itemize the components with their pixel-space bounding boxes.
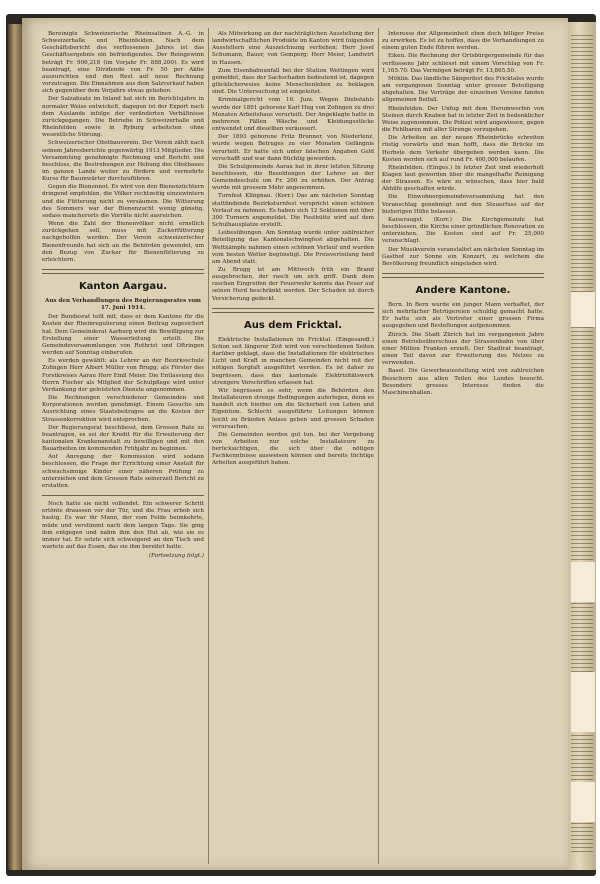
article-paragraph: Elektrische Installationen im Fricktal. (Eingesandt.) Schon seit längerer Zeit wird von verschiedenen Seiten darüber geklagt, dass die Installationen für elektrisches Licht und Kraft in manchen Gemeinden nicht mit der nötigen Sorgfalt ausgeführt werden. Es ist daher zu begrüssen, dass das kantonale Elektrizitätswerk strengere Vorschriften erlassen hat. <box>212 336 374 386</box>
article-paragraph: Es werden gewählt: als Lehrer an der Bezirksschule Zofingen Herr Albert Müller von Brugg; als Förster des Forstkreises Aarau Herr Emil Meier. Die Entlassung des Herrn Fischer als Mitglied der Schulpflege wird unter Verdankung der geleisteten Dienste angenommen. <box>42 358 204 393</box>
article-paragraph: Kaiseraugst. (Korr.) Die Kirchgemeinde hat beschlossen, die Kirche einer gründlichen Renovation zu unterziehen. Die Kosten sind auf Fr. 25,000 veranschlagt. <box>382 216 544 245</box>
article-paragraph: Interesse der Allgemeinheit eben doch billiger Preise zu erwirken. Es ist zu hoffen, dass die Verhandlungen zu einem guten Ende führen werden. <box>382 31 544 52</box>
book-spine <box>8 24 22 870</box>
article-paragraph: Basel. Die Gewerbeausstellung wird von zahlreichen Besuchern aus allen Teilen des Landes besucht. Besonders grosses Interesse finden die Maschinenhallen. <box>382 368 544 396</box>
facing-page-ad <box>571 782 595 822</box>
facing-page-edge <box>568 22 596 870</box>
article-paragraph: Der 1893 geborene Fritz Brunner, von Niederlenz, wurde wegen Betruges zu vier Monaten Gefängnis verurteilt. Er hatte sich unter falschen Angaben Geld verschafft und war dann flüchtig geworden. <box>212 134 374 162</box>
section-heading: Kanton Aargau. <box>78 281 168 292</box>
article-paragraph: Bern. In Bern wurde ein junger Mann verhaftet, der sich mehrfacher Betrügereien schuldig gemacht hatte. Er hatte sich als Vertreter einer grossen Firma ausgegeben und Bestellungen aufgenommen. <box>382 302 544 330</box>
article-paragraph: Die Arbeiten an der neuen Rheinbrücke schreiten rüstig vorwärts und man hofft, dass die Brücke im Herbste dem Verkehr übergeben werden kann. Die Kosten werden sich auf rund Fr. 400,000 belaufen. <box>382 135 544 163</box>
article-paragraph: Die Einwohnergemeindeversammlung hat den Voranschlag genehmigt und den Steuerfuss auf der bisherigen Höhe belassen. <box>382 194 544 215</box>
article-paragraph: Schweizerischer Obstbauverein. Der Verein zählt nach seinem Jahresberichte gegenwärtig 1913 Mitglieder. Die Versammlung genehmigte Rechnung und Bericht und beschloss, die Bestrebungen zur Hebung des Obstbaues im ganzen Lande weiter zu fördern und vermehrte Kurse für Baumwärter durchzuführen. <box>42 140 204 183</box>
column-1 <box>42 30 204 860</box>
facing-page-ad <box>571 562 595 602</box>
article-paragraph: Leibesübungen. Am Sonntag wurde unter zahlreicher Beteiligung das Kantonalschwingfest abgehalten. Die Wettkämpfe nahmen einen schönen Verlauf und wurden vom besten Wetter begünstigt. Die Preisverteilung fand am Abend statt. <box>212 230 374 265</box>
article-paragraph: Der Salzabsatz im Inland hat sich im Berichtsjahre in normaler Weise entwickelt, dagegen ist der Export nach dem Auslande infolge der veränderten Verhältnisse zurückgegangen. Die Betriebe in Schweizerhalle und Rheinfelden sowie in Ryburg arbeiteten ohne wesentliche Störung. <box>42 96 204 139</box>
article-paragraph: Die Rechnungen verschiedener Gemeinden und Korporationen werden genehmigt. Einem Gesuche um Ausrichtung eines Staatsbeitrages an die Kosten der Strassenkorrektion wird entsprochen. <box>42 395 204 423</box>
continuation-note: (Fortsetzung folgt.) <box>148 553 204 560</box>
column-rule <box>208 28 209 864</box>
facing-page-ad <box>571 672 595 732</box>
article-paragraph: Rheinfelden. (Einges.) In letzter Zeit sind wiederholt Klagen laut geworden über die mangelhafte Reinigung der Strassen. Es wäre zu wünschen, dass hier bald Abhilfe geschaffen würde. <box>382 164 544 193</box>
section-subheading: Aus den Verhandlungen des Regierungsrates vom 17. Juni 1914. <box>45 298 201 312</box>
newspaper-page <box>22 18 568 870</box>
article-paragraph: Bereinigte Schweizerische Rheinsalinen A.-G. in Schweizerhalle und Rheinfelden. Nach dem Geschäftsbericht des verflossenen Jahres ist das Geschäftsergebnis ein befriedigendes. Der Reingewinn beträgt Fr. 906,218 (im Vorjahr Fr. 888,200). Es wird beantragt, eine Dividende von Fr. 50 per Aktie auszurichten und den Rest auf neue Rechnung vorzutragen. Die Einnahmen aus dem Salzverkauf haben sich gegenüber dem Vorjahre etwas gehoben. <box>42 31 204 95</box>
article-paragraph: Der Musikverein veranstaltet am nächsten Sonntag im Gasthof zur Sonne ein Konzert, zu welchem die Bevölkerung freundlich eingeladen wird. <box>382 246 544 267</box>
article-paragraph: Wenn die Zahl der Bienenvölker nicht ernstlich zurückgehen soll, muss mit Zuckerfütterung nachgeholfen werden. Der Verein schweizerischer Bienenfreunde hat sich an die Behörden gewendet, um den Bezug von Zucker für Bienenfütterung zu erleichtern. <box>42 221 204 263</box>
article-paragraph: Turnfest Klingnau. (Korr.) Das am nächsten Sonntag stattfindende Bezirksturnfest verspricht einen schönen Verlauf zu nehmen. Es haben sich 12 Sektionen mit über 300 Turnern angemeldet. Die Festhütte wird auf dem Schulhausplatze erstellt. <box>212 193 374 229</box>
article-paragraph: Als Mitwirkung an der nachträglichen Ausstellung der landwirtschaftlichen Produkte im Kanton wird folgenden Ausstellern eine Auszeichnung verliehen: Herr Josef Schumann, Bauer, von Gemperg; Herr Meier, Landwirt in Hausen. <box>212 31 374 66</box>
section-heading: Andere Kantone. <box>415 285 511 296</box>
article-paragraph: Zu Brugg ist am Mittwoch früh ein Brand ausgebrochen, der rasch um sich griff. Dank dem raschen Eingreifen der Feuerwehr konnte das Feuer auf seinen Herd beschränkt werden. Der Schaden ist durch Versicherung gedeckt. <box>212 267 374 302</box>
section-divider <box>382 273 544 278</box>
article-paragraph: Gegen die Bienennot. Es wird von den Bienenzüchtern dringend empfohlen, die Völker rechtzeitig einzuwintern und die Fütterung nicht zu versäumen. Die Witterung des Sommers war der Bienenzucht wenig günstig, sodass mancherorts die Vorräte nicht ausreichen. <box>42 184 204 219</box>
facing-page-ad <box>571 292 595 327</box>
article-paragraph: Rheinfelden. Der Unfug mit dem Herumwerfen von Steinen durch Knaben hat in letzter Zeit in bedenklicher Weise zugenommen. Die Polizei wird angewiesen, gegen die Fehlbaren mit aller Strenge vorzugehen. <box>382 105 544 134</box>
article-paragraph: Wir begrüssen es sehr, wenn die Behörden den Installateuren strenge Bedingungen auferlegen, denn es handelt sich hierbei um die Sicherheit von Leben und Eigentum. Schlecht ausgeführte Leitungen können leicht zu Bränden Anlass geben und grossen Schaden verursachen. <box>212 387 374 430</box>
article-paragraph: Die Gemeinden werden gut tun, bei der Vergebung von Arbeiten nur solche Installateure zu berücksichtigen, die sich über die nötigen Fachkenntnisse ausweisen können und bereits tüchtige Arbeiten ausgeführt haben. <box>212 431 374 467</box>
article-paragraph: Möhlin. Das ländliche Sängerfest des Fricktales wurde am vergangenen Sonntag unter grosser Beteiligung abgehalten. Die Vorträge der einzelnen Vereine fanden allgemeinen Beifall. <box>382 75 544 104</box>
article-paragraph: Die Schulgemeinde Aarau hat in ihrer letzten Sitzung beschlossen, die Besoldungen der Lehrer an der Gemeindeschule um Fr. 200 zu erhöhen. Der Antrag wurde mit grossem Mehr angenommen. <box>212 163 374 192</box>
column-2 <box>212 30 374 860</box>
section-divider <box>42 269 204 274</box>
feuilleton-paragraph: Noch hatte sie nicht vollendet. Ein schwerer Schritt ertönte draussen vor der Tür, und die Frau erhob sich hastig. Es war ihr Mann, der vom Felde heimkehrte, müde und verstimmt nach dem langen Tage. Sie ging ihm entgegen und nahm ihm den Hut ab, wie sie es immer tat. Er setzte sich schweigend an den Tisch und wartete auf das Essen, das sie ihm bereitet hatte. <box>42 501 204 550</box>
article-paragraph: Kriminalgericht vom 16. Juni. Wegen Diebstahls wurde der 1891 geborene Karl Hug von Zofingen zu drei Monaten Arbeitshaus verurteilt. Der Angeklagte hatte in mehreren Fällen Wäsche und Kleidungsstücke entwendet und dieselben veräussert. <box>212 97 374 133</box>
section-divider <box>42 495 204 496</box>
article-paragraph: Eiken. Die Rechnung der Ortsbürgergemeinde für das verflossene Jahr schliesst mit einem Vorschlag von Fr. 1,165.70. Das Vermögen beträgt Fr. 13,865.50. <box>382 53 544 74</box>
article-paragraph: Auf Anregung der Kommission wird sodann beschlossen, die Frage der Errichtung einer Anstalt für schwachsinnige Kinder einer näheren Prüfung zu unterziehen und dem Grossen Rate seinerzeit Bericht zu erstatten. <box>42 454 204 489</box>
section-heading: Aus dem Fricktal. <box>243 319 343 331</box>
article-paragraph: Der Bundesrat teilt mit, dass er dem Kantone für die Kosten der Rheinregulierung einen Beitrag zugesichert hat. Dem Gemeinderat Aarburg wird die Bewilligung zur Erstellung einer Wasserleitung erteilt. Die Gemeindeversammlungen von Rothrist und Oftringen werden auf Sonntag einberufen. <box>42 314 204 357</box>
column-rule <box>378 28 379 864</box>
section-divider <box>212 308 374 313</box>
article-paragraph: Der Regierungsrat beschliesst, dem Grossen Rate zu beantragen, es sei der Kredit für die Erweiterung der kantonalen Krankenanstalt zu bewilligen und mit den Bauarbeiten im kommenden Frühjahr zu beginnen. <box>42 424 204 453</box>
article-paragraph: Zürich. Die Stadt Zürich hat im vergangenen Jahre einen Betriebsüberschuss der Strassenbahn von über einer Million Franken erzielt. Der Stadtrat beantragt, einen Teil davon zur Erweiterung des Netzes zu verwenden. <box>382 331 544 367</box>
column-3 <box>382 30 544 860</box>
article-paragraph: Zum Eisenbahnunfall bei der Station Wettingen wird gemeldet, dass der Sachschaden bedeutend ist, dagegen glücklicherweise keine Menschenleben zu beklagen sind. Die Untersuchung ist eingeleitet. <box>212 67 374 96</box>
